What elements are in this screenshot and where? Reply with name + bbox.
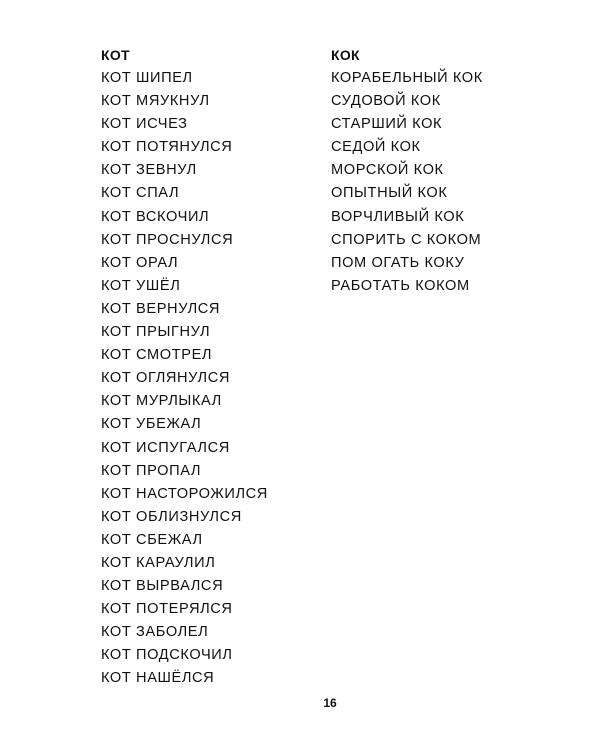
phrase-item: КОТ ЗАБОЛЕЛ xyxy=(101,624,209,641)
phrase-item: КОРАБЕЛЬНЫЙ КОК xyxy=(331,70,483,86)
phrase-item: КОТ ВЕРНУЛСЯ xyxy=(101,300,221,317)
phrase-item: КОТ УБЕЖАЛ xyxy=(101,416,202,433)
phrase-item: ОПЫТНЫЙ КОК xyxy=(331,185,448,202)
phrase-item: КОТ ВСКОЧИЛ xyxy=(101,208,210,225)
left-word-column xyxy=(101,44,268,691)
phrase-item: КОТ ОБЛИЗНУЛСЯ xyxy=(101,508,242,525)
phrase-item: КОТ КАРАУЛИЛ xyxy=(101,554,216,571)
phrase-item: КОТ ПОТЯНУЛСЯ xyxy=(101,139,233,156)
phrase-item: МОРСКОЙ КОК xyxy=(331,162,444,179)
column-heading-kok: КОК xyxy=(331,47,360,63)
page-number: 16 xyxy=(323,696,337,710)
phrase-item: ВОРЧЛИВЫЙ КОК xyxy=(331,208,465,225)
phrase-item: КОТ СБЕЖАЛ xyxy=(101,531,203,548)
phrase-item: КОТ НАШЁЛСЯ xyxy=(101,670,215,687)
phrase-item: КОТ НАСТОРОЖИЛСЯ xyxy=(101,485,268,502)
phrase-item: ПОМ ОГАТЬ КОКУ xyxy=(331,254,465,271)
phrase-item: КОТ МУРЛЫКАЛ xyxy=(101,393,222,410)
right-word-column xyxy=(331,44,483,298)
phrase-item: КОТ СПАЛ xyxy=(101,185,180,202)
phrase-item: КОТ СМОТРЕЛ xyxy=(101,347,213,364)
phrase-item: КОТ ПОТЕРЯЛСЯ xyxy=(101,601,233,618)
phrase-item: КОТ ПРЫГНУЛ xyxy=(101,324,211,341)
phrase-item: РАБОТАТЬ КОКОМ xyxy=(331,277,470,294)
phrase-item: КОТ ОРАЛ xyxy=(101,254,179,271)
phrase-item: СЕДОЙ КОК xyxy=(331,139,421,156)
phrase-item: СУДОВОЙ КОК xyxy=(331,93,441,110)
phrase-item: КОТ ПОДСКОЧИЛ xyxy=(101,647,233,664)
column-heading-kot: КОТ xyxy=(101,47,130,63)
phrase-item: КОТ МЯУКНУЛ xyxy=(101,93,210,110)
phrase-item: СТАРШИЙ КОК xyxy=(331,116,443,133)
phrase-item: КОТ ЗЕВНУЛ xyxy=(101,162,197,179)
phrase-item: СПОРИТЬ С КОКОМ xyxy=(331,231,482,248)
phrase-item: КОТ ИСПУГАЛСЯ xyxy=(101,439,230,456)
phrase-item: КОТ УШЁЛ xyxy=(101,277,181,294)
phrase-item: КОТ ИСЧЕЗ xyxy=(101,116,188,133)
phrase-item: КОТ ШИПЕЛ xyxy=(101,70,193,86)
phrase-item: КОТ ОГЛЯНУЛСЯ xyxy=(101,370,230,387)
phrase-item: КОТ ПРОПАЛ xyxy=(101,462,202,479)
phrase-item: КОТ ПРОСНУЛСЯ xyxy=(101,231,234,248)
phrase-item: КОТ ВЫРВАЛСЯ xyxy=(101,578,224,595)
